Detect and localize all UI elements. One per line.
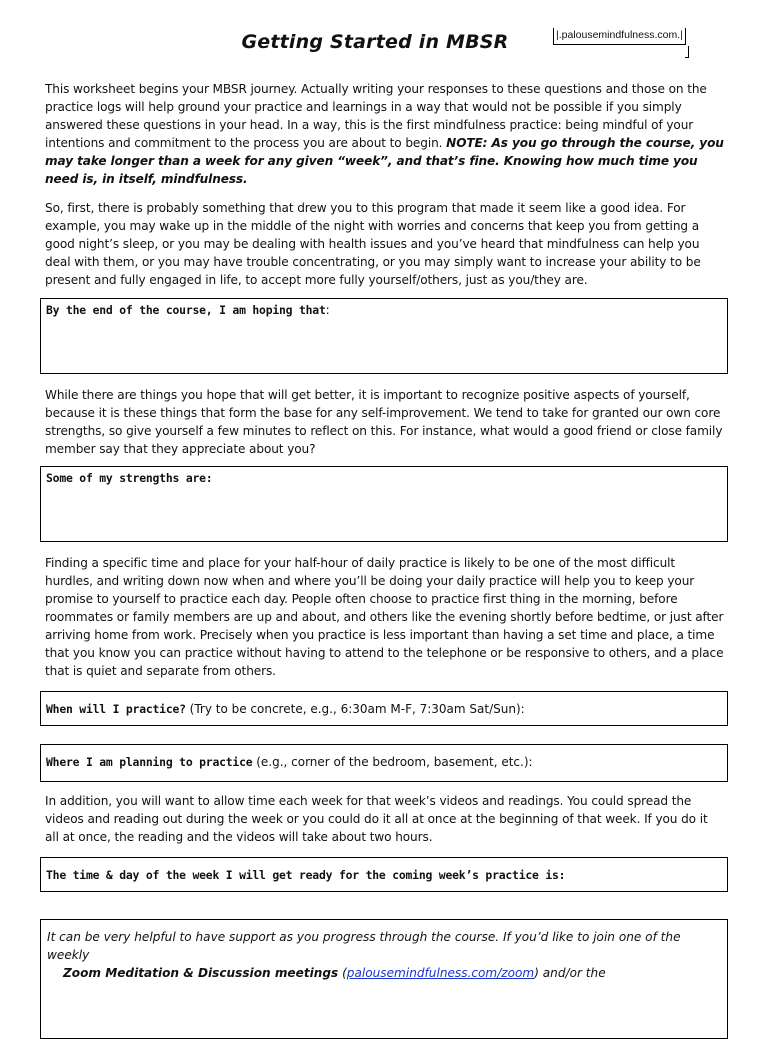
strengths-response-box[interactable] (40, 466, 728, 542)
where-label: Where I am planning to practice (46, 755, 253, 769)
support-line-2 (47, 964, 721, 982)
weekly-prep-box[interactable] (40, 857, 728, 892)
when-practice-box[interactable] (40, 691, 728, 726)
where-hint: (e.g., corner of the bedroom, basement, etc.): (252, 755, 533, 769)
practice-time-paragraph: Finding a specific time and place for your half-hour of daily practice is likely to be one of the most difficult hurdles, and writing down now when and where you’ll be doing your daily practice will help you to keep your promise to yourself to practice each day. People often choose to practice first thing in the morning, before roommates or family members are up and about, and others like the evening shortly before bedtime, or just after arriving home from work. Precisely when you practice is less important than having a set time and place, a time that you know you can practice without having to attend to the telephone or be responsive to others, and a place that is quiet and separate from others. (45, 556, 724, 678)
hoping-response-box[interactable] (40, 298, 728, 374)
zoom-meetings-label: Zoom Meditation & Discussion meetings (63, 966, 339, 980)
hoping-label: By the end of the course, I am hoping that (46, 303, 326, 317)
when-label: When will I practice? (46, 702, 186, 716)
site-box-tick-foot (685, 57, 689, 58)
site-watermark: |.palousemindfulness.com.| (553, 28, 686, 45)
support-line-1: It can be very helpful to have support as you progress through the course. If you’d like to join one of the weekly (47, 930, 681, 962)
where-practice-box[interactable] (40, 744, 728, 782)
strengths-paragraph: While there are things you hope that will get better, it is important to recognize positive aspects of yourself, because it is these things that form the base for any self-improvement. We tend to take for granted our own core strengths, so give yourself a few minutes to reflect on this. For instance, what would a good friend or close family member say that they appreciate about you? (45, 388, 723, 456)
page-title: Getting Started in MBSR (241, 31, 509, 53)
intro-paragraph (45, 80, 725, 188)
zoom-link[interactable]: palousemindfulness.com/zoom (346, 966, 535, 980)
paren-open: ( (338, 966, 347, 980)
intro-text: This worksheet begins your MBSR journey. Actually writing your responses to these questions and those on the practice logs will help ground your practice and learnings in a way that would not be possible if you simply answered these questions in your head. In a way, this is the first mindfulness practice: being mindful of your intentions and commitment to the process you are about to begin. (45, 82, 707, 150)
support-line-2-end: ) and/or the (534, 966, 606, 980)
when-hint: (Try to be concrete, e.g., 6:30am M-F, 7:30am Sat/Sun): (185, 702, 525, 716)
hoping-colon: : (325, 303, 330, 317)
motivation-paragraph: So, first, there is probably something that drew you to this program that made it seem like a good idea. For example, you may wake up in the middle of the night with worries and concerns that keep you from getting a good night’s sleep, or you may be dealing with health issues and you’ve heard that mindfulness can help you deal with them, or you may have trouble concentrating, or you may simply want to increase your ability to be present and fully engaged in life, to accept more fully yourself/others, just as you/they are. (45, 201, 701, 287)
support-box (40, 919, 728, 1039)
strengths-label: Some of my strengths are: (46, 471, 213, 485)
intro-note: NOTE: As you go through the course, you may take longer than a week for any given “week”, and that’s fine. Knowing how much time you need is, in itself, mindfulness. (45, 136, 724, 186)
weekly-prep-label: The time & day of the week I will get ready for the coming week’s practice is: (46, 868, 566, 882)
weekly-prep-paragraph: In addition, you will want to allow time each week for that week’s videos and readings. You could spread the videos and reading out during the week or you could do it all at once at the beginning of that week. If you do it all at once, the reading and the videos will take about two hours. (45, 794, 708, 844)
